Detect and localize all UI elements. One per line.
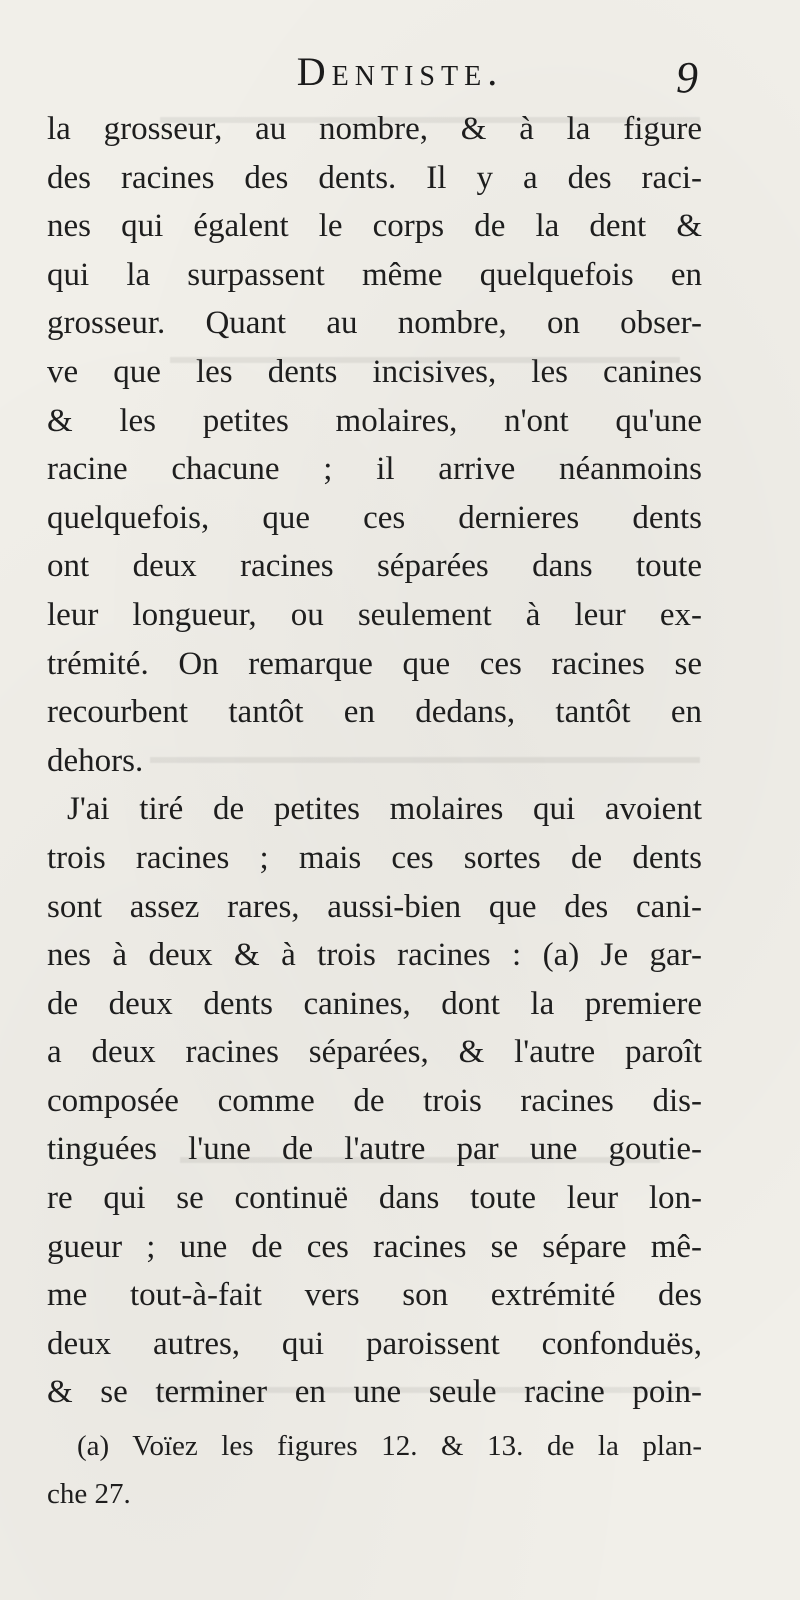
page-number: 9: [676, 53, 698, 102]
body-text: [47, 105, 702, 1417]
text-line: re qui se continuë dans toute leur lon-: [47, 1180, 702, 1217]
footnote-line: che 27.: [47, 1478, 131, 1510]
page-header: [0, 48, 800, 108]
text-line: sont assez rares, aussi-bien que des cani-: [47, 888, 702, 925]
text-line: ont deux racines séparées dans toute: [47, 548, 702, 585]
footnote-line: (a) Voïez les figures 12. & 13. de la plan-: [77, 1430, 702, 1462]
text-line: & les petites molaires, n'ont qu'une: [47, 402, 702, 439]
running-title: Dentiste.: [296, 49, 504, 94]
text-line: de deux dents canines, dont la premiere: [47, 985, 702, 1022]
text-line: leur longueur, ou seulement à leur ex-: [47, 596, 702, 633]
text-line: me tout-à-fait vers son extrémité des: [47, 1277, 702, 1314]
text-line: racine chacune ; il arrive néanmoins: [47, 451, 702, 488]
text-line: grosseur. Quant au nombre, on obser-: [47, 305, 702, 342]
text-line: a deux racines séparées, & l'autre paroît: [47, 1034, 702, 1071]
text-line: composée comme de trois racines dis-: [47, 1082, 702, 1119]
text-line: quelquefois, que ces dernieres dents: [47, 499, 702, 536]
text-line: trois racines ; mais ces sortes de dents: [47, 839, 702, 876]
text-line: des racines des dents. Il y a des raci-: [47, 159, 702, 196]
text-line: recourbent tantôt en dedans, tantôt en: [47, 694, 702, 731]
text-line: & se terminer en une seule racine poin-: [47, 1374, 702, 1411]
text-line: deux autres, qui paroissent confonduës,: [47, 1325, 702, 1362]
text-line: nes qui égalent le corps de la dent &: [47, 208, 702, 245]
text-line: gueur ; une de ces racines se sépare mê-: [47, 1228, 702, 1265]
text-line: dehors.: [47, 742, 144, 779]
paragraph-start-line: J'ai tiré de petites molaires qui avoient: [67, 791, 702, 828]
text-line: la grosseur, au nombre, & à la figure: [47, 111, 702, 147]
text-line: qui la surpassent même quelquefois en: [47, 256, 702, 293]
text-line: tinguées l'une de l'autre par une goutie-: [47, 1131, 702, 1168]
text-line: ve que les dents incisives, les canines: [47, 353, 702, 390]
text-line: trémité. On remarque que ces racines se: [47, 645, 702, 682]
footnote: [47, 1422, 702, 1518]
text-line: nes à deux & à trois racines : (a) Je gar-: [47, 937, 702, 974]
